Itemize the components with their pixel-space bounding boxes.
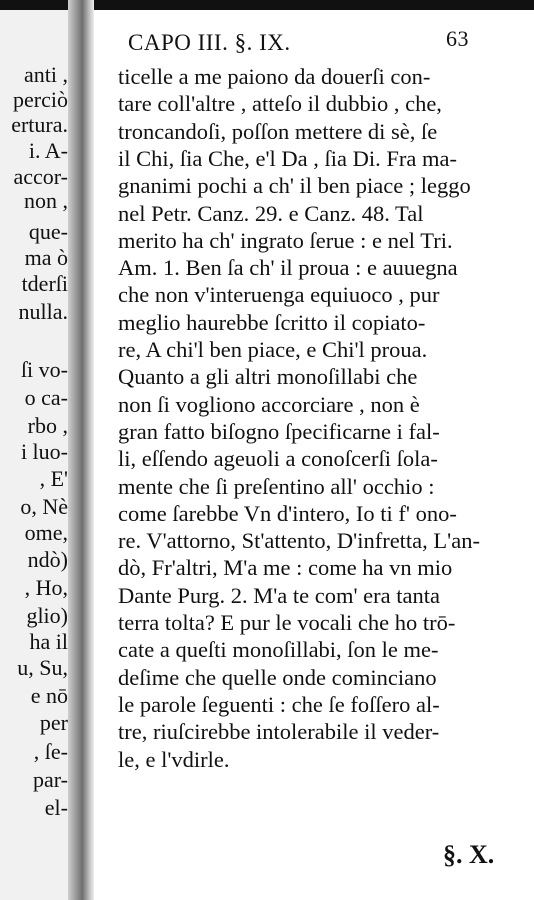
body-line: gran fatto biſogno ſpecificarne i fal- [118,418,440,444]
body-line: deſime che quelle onde cominciano [118,664,437,690]
left-page-line: ndò) [27,547,68,572]
left-page-line: ome, [24,520,68,545]
left-page-line: non , [24,188,68,213]
body-line: mente che ſi preſentino all' occhio : [118,473,435,499]
page-number: 63 [446,26,469,51]
body-line: le parole ſeguenti : che ſe foſſero al- [118,691,440,717]
left-page-line: ha il [29,629,68,654]
body-line: che non v'interuenga equiuoco , pur [118,282,440,308]
left-page-line: par- [33,767,68,792]
left-page-line: accor- [13,164,68,189]
left-page-line: i. A- [28,138,68,163]
body-line: dò, Fr'altri, M'a me : come ha vn mio [118,555,453,581]
left-page-line: , E' [39,466,68,491]
left-page-line: per [39,710,68,735]
left-page-line: , Ho, [24,575,68,600]
body-line: cate a queſti monoſillabi, ſon le me- [118,637,439,663]
body-line: tare coll'altre , atteſo il dubbio , che, [118,91,442,117]
body-line: ticelle a me paiono da douerſi con- [118,64,431,89]
left-page-line: o, Nè [20,494,68,519]
body-line: terra tolta? E pur le vocali che ho trō- [118,610,456,635]
body-line: re, A chi'l ben piace, e Chi'l proua. [118,337,428,362]
body-line: re. V'attorno, St'attento, D'infretta, L'an- [118,528,480,554]
left-page-line: ertura. [11,112,68,137]
left-page-fragment [0,10,72,900]
running-head-title: CAPO III. §. IX. [128,30,291,55]
book-gutter [68,0,94,900]
left-page-line: e nō [30,683,68,708]
left-page-line: , ſe- [33,739,68,764]
left-page-line: glio) [26,603,68,628]
left-page-line: o ca- [24,385,68,410]
body-line: troncandoſi, poſſon mettere di sè, ſe [118,118,438,144]
left-page-line: u, Su, [17,655,68,680]
body-line: nel Petr. Canz. 29. e Canz. 48. Tal [118,200,424,226]
body-line: tre, riuſcirebbe intolerabile il veder- [118,719,440,745]
body-line: Quanto a gli altri monoſillabi che [118,364,418,390]
left-page-line: perciò [13,87,68,112]
left-page-line: rbo , [27,413,68,438]
body-line: Dante Purg. 2. M'a te com' era tanta [118,582,440,608]
left-page-line: ſi vo- [20,357,68,382]
body-line: non ſi vogliono accorciare , non è [118,391,420,417]
body-line: gnanimi pochi a ch' il ben piace ; leggo [118,173,471,199]
body-line: meglio haurebbe ſcritto il copiato- [118,309,426,335]
running-head [128,26,469,56]
body-line: il Chi, ſia Che, e'l Da , ſia Di. Fra ma- [118,145,457,171]
body-line: come ſarebbe Vn d'intero, Io ti f' ono- [118,500,457,526]
body-line: merito ha ch' ingrato ſerue : e nel Tri. [118,227,453,253]
body-line: le, e l'vdirle. [118,746,230,772]
left-page-line: i luo- [20,439,68,464]
left-page-line: tderſi [21,271,68,296]
left-page-line: ma ò [24,245,68,270]
left-page-line: que- [28,219,68,244]
left-page-line: anti , [24,62,68,87]
catchword: §. X. [443,840,495,869]
body-line: Am. 1. Ben ſa ch' il proua : e auuegna [118,255,458,281]
left-page-line: nulla. [18,299,68,324]
left-page-line: el- [44,795,68,820]
body-line: li, eſſendo ageuoli a conoſcerſi ſola- [118,446,438,472]
